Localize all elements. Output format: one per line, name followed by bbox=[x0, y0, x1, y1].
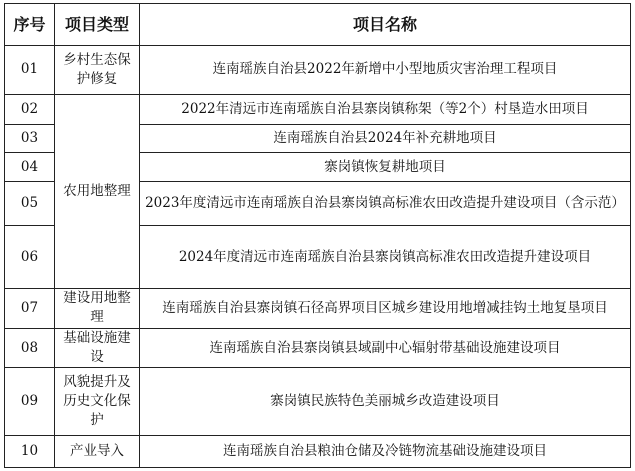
row-type: 基础设施建设 bbox=[55, 329, 140, 368]
row-name: 2023年度清远市连南瑶族自治县寨岗镇高标准农田改造提升建设项目（含示范） bbox=[140, 182, 631, 226]
row-no: 09 bbox=[5, 368, 55, 435]
row-name: 连南瑶族自治县2022年新增中小型地质灾害治理工程项目 bbox=[140, 46, 631, 94]
row-no: 04 bbox=[5, 152, 55, 181]
table-row bbox=[5, 94, 631, 124]
row-name: 连南瑶族自治县2024年补充耕地项目 bbox=[140, 124, 631, 152]
row-type: 乡村生态保护修复 bbox=[55, 46, 140, 94]
row-no: 02 bbox=[5, 94, 55, 124]
row-no: 05 bbox=[5, 182, 55, 226]
row-name: 寨岗镇民族特色美丽城乡改造建设项目 bbox=[140, 368, 631, 435]
header-no: 序号 bbox=[5, 4, 55, 46]
row-type: 产业导入 bbox=[55, 435, 140, 467]
table-row bbox=[5, 329, 631, 368]
row-name: 连南瑶族自治县粮油仓储及冷链物流基础设施建设项目 bbox=[140, 435, 631, 467]
row-name: 2024年度清远市连南瑶族自治县寨岗镇高标准农田改造提升建设项目 bbox=[140, 226, 631, 288]
row-no: 08 bbox=[5, 329, 55, 368]
row-no: 03 bbox=[5, 124, 55, 152]
row-no: 01 bbox=[5, 46, 55, 94]
row-no: 07 bbox=[5, 288, 55, 328]
row-no: 10 bbox=[5, 435, 55, 467]
row-name: 2022年清远市连南瑶族自治县寨岗镇称架（等2个）村垦造水田项目 bbox=[140, 94, 631, 124]
header-type: 项目类型 bbox=[55, 4, 140, 46]
row-name: 寨岗镇恢复耕地项目 bbox=[140, 152, 631, 181]
table-row bbox=[5, 435, 631, 467]
table-header-row bbox=[5, 4, 631, 46]
project-table bbox=[4, 3, 631, 468]
table-row bbox=[5, 368, 631, 435]
table-row bbox=[5, 46, 631, 94]
row-type: 风貌提升及历史文化保护 bbox=[55, 368, 140, 435]
row-type: 农用地整理 bbox=[55, 94, 140, 288]
row-no: 06 bbox=[5, 226, 55, 288]
row-name: 连南瑶族自治县寨岗镇石径高界项目区城乡建设用地增减挂钩土地复垦项目 bbox=[140, 288, 631, 328]
row-name: 连南瑶族自治县寨岗镇县域副中心辐射带基础设施建设项目 bbox=[140, 329, 631, 368]
header-name: 项目名称 bbox=[140, 4, 631, 46]
table-row bbox=[5, 288, 631, 328]
row-type: 建设用地整理 bbox=[55, 288, 140, 328]
